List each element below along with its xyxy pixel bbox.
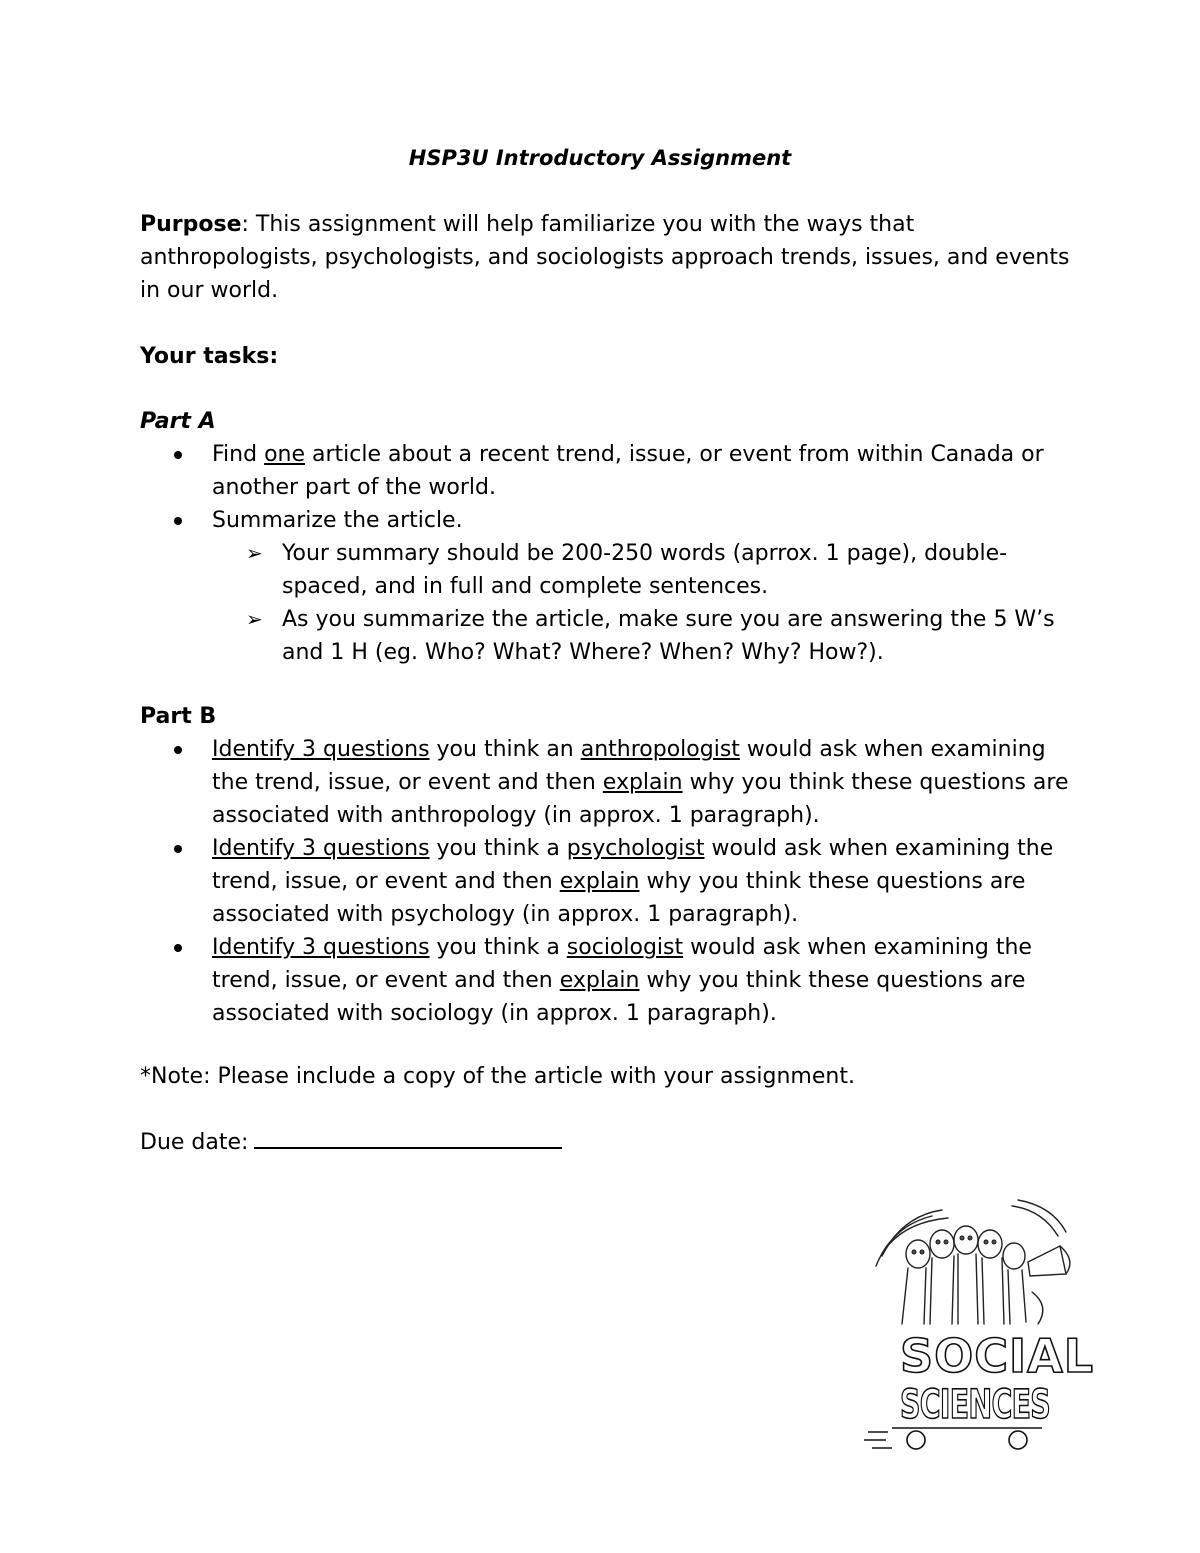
underlined-text: explain — [559, 968, 640, 993]
item-text: why you think these questions are associated with psychology (in approx. 1 paragraph). — [212, 869, 1026, 927]
underlined-text: Identify 3 questions — [212, 836, 430, 861]
item-text: Find — [212, 442, 265, 467]
list-item — [140, 931, 1070, 1030]
item-text: Summarize the article. — [212, 508, 463, 533]
sub-item-text: Your summary should be 200-250 words (aprrox. 1 page), double-spaced, and in full and complete sentences. — [282, 541, 1008, 599]
underlined-text: explain — [602, 770, 683, 795]
note-text: *Note: Please include a copy of the article with your assignment. — [140, 1064, 855, 1089]
underlined-text: explain — [559, 869, 640, 894]
arrow-bullet-icon: ➢ — [246, 607, 263, 631]
item-text: why you think these questions are associated with anthropology (in approx. 1 paragraph). — [212, 770, 1069, 828]
due-date-row — [140, 1125, 1070, 1159]
part-a-sublist — [212, 537, 1070, 669]
document-title: HSP3U Introductory Assignment — [408, 146, 792, 170]
underlined-text: sociologist — [566, 935, 684, 960]
underlined-text: Identify 3 questions — [212, 935, 430, 960]
list-item — [140, 504, 1070, 669]
purpose-paragraph: Purpose: This assignment will help familiarize you with the ways that anthropologists, psychologists, and sociologists approach trends, issues, and events in our world. — [140, 212, 1070, 303]
part-a-list — [140, 438, 1070, 669]
item-text: you think a — [429, 836, 567, 861]
tasks-label: Your tasks — [140, 344, 270, 369]
arrow-bullet-icon: ➢ — [246, 541, 263, 565]
part-b-list — [140, 733, 1070, 1030]
item-text: would ask when examining the trend, issue, or event and then — [212, 935, 1032, 993]
social-sciences-logo — [862, 1196, 1095, 1452]
list-item — [140, 733, 1070, 832]
part-b-section — [140, 700, 1070, 1030]
sub-list-item — [140, 603, 1070, 669]
logo-text-line1: SOCIAL — [900, 1329, 1095, 1383]
item-text: article about a recent trend, issue, or event from within Canada or another part of the world. — [212, 442, 1044, 500]
due-date-blank-line — [254, 1125, 562, 1149]
tasks-heading: Your tasks: — [140, 344, 279, 369]
sub-list-item — [140, 537, 1070, 603]
sub-item-text: As you summarize the article, make sure you are answering the 5 W’s and 1 H (eg. Who? What? Where? When? Why? How?). — [282, 607, 1055, 665]
item-text: you think a — [429, 935, 567, 960]
purpose-text: This assignment will help familiarize you with the ways that anthropologists, psychologists, and sociologists approach trends, issues, and events in our world. — [140, 212, 1070, 303]
underlined-text: psychologist — [566, 836, 705, 861]
due-date-label: Due date: — [140, 1130, 249, 1155]
part-a-heading: Part A — [140, 409, 216, 434]
underlined-text: anthropologist — [580, 737, 740, 762]
item-text: would ask when examining the trend, issue, or event and then — [212, 836, 1054, 894]
purpose-label: Purpose — [140, 212, 242, 237]
item-text: would ask when examining the trend, issue, or event and then — [212, 737, 1046, 795]
list-item — [140, 438, 1070, 504]
underlined-text: one — [264, 442, 306, 467]
list-item — [140, 832, 1070, 931]
underlined-text: Identify 3 questions — [212, 737, 430, 762]
item-text: you think an — [429, 737, 581, 762]
part-a-section — [140, 405, 1070, 669]
logo-text-line2: SCIENCES — [900, 1382, 1050, 1428]
part-b-heading: Part B — [140, 704, 217, 729]
item-text: why you think these questions are associated with sociology (in approx. 1 paragraph). — [212, 968, 1026, 1026]
